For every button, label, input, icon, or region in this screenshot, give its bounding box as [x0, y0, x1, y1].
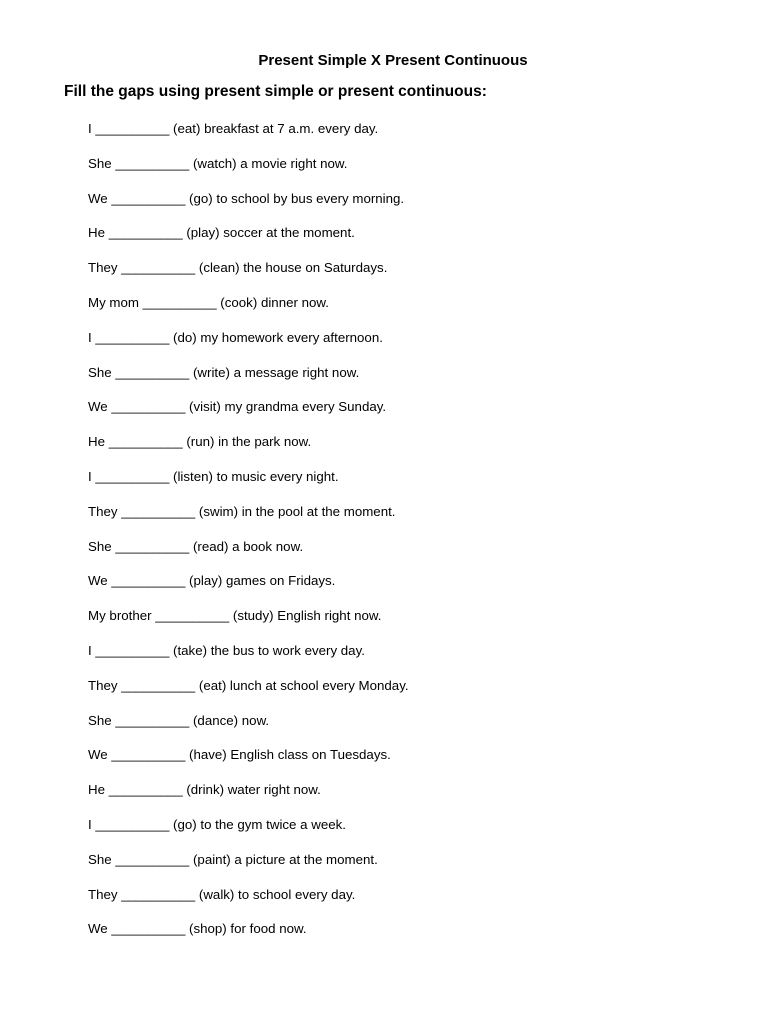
exercise-sentence: We __________ (have) English class on Tuesdays. — [88, 747, 391, 763]
exercise-sentence: She __________ (watch) a movie right now. — [88, 155, 348, 171]
exercise-sentence: My mom __________ (cook) dinner now. — [88, 294, 329, 310]
exercise-sentence: My brother __________ (study) English right now. — [88, 608, 382, 624]
exercise-sentence: We __________ (visit) my grandma every Sunday. — [88, 399, 387, 415]
exercise-sentence: They __________ (walk) to school every day. — [88, 886, 356, 902]
exercise-sentence: We __________ (go) to school by bus every morning. — [88, 190, 405, 206]
exercise-sentence: He __________ (play) soccer at the moment. — [88, 225, 355, 241]
exercise-sentence: They __________ (swim) in the pool at the moment. — [88, 503, 396, 519]
exercise-sentence: We __________ (play) games on Fridays. — [88, 573, 336, 589]
exercise-sentence: I __________ (listen) to music every night. — [88, 468, 339, 484]
exercise-sentence: She __________ (paint) a picture at the moment. — [88, 851, 378, 867]
exercise-sentence: She __________ (write) a message right now. — [88, 364, 360, 380]
exercise-sentence: She __________ (dance) now. — [88, 712, 270, 728]
exercise-list — [88, 120, 409, 955]
exercise-sentence: I __________ (do) my homework every afternoon. — [88, 329, 383, 345]
exercise-sentence: They __________ (eat) lunch at school every Monday. — [88, 677, 409, 693]
exercise-sentence: She __________ (read) a book now. — [88, 538, 304, 554]
exercise-sentence: He __________ (run) in the park now. — [88, 434, 312, 450]
worksheet-title: Present Simple X Present Continuous — [258, 52, 528, 69]
exercise-sentence: He __________ (drink) water right now. — [88, 782, 321, 798]
exercise-sentence: I __________ (go) to the gym twice a week. — [88, 816, 346, 832]
exercise-sentence: I __________ (eat) breakfast at 7 a.m. every day. — [88, 121, 379, 136]
exercise-sentence: They __________ (clean) the house on Saturdays. — [88, 260, 388, 276]
exercise-sentence: I __________ (take) the bus to work every day. — [88, 642, 365, 658]
exercise-sentence: We __________ (shop) for food now. — [88, 921, 307, 937]
worksheet-instructions: Fill the gaps using present simple or present continuous: — [64, 83, 487, 100]
